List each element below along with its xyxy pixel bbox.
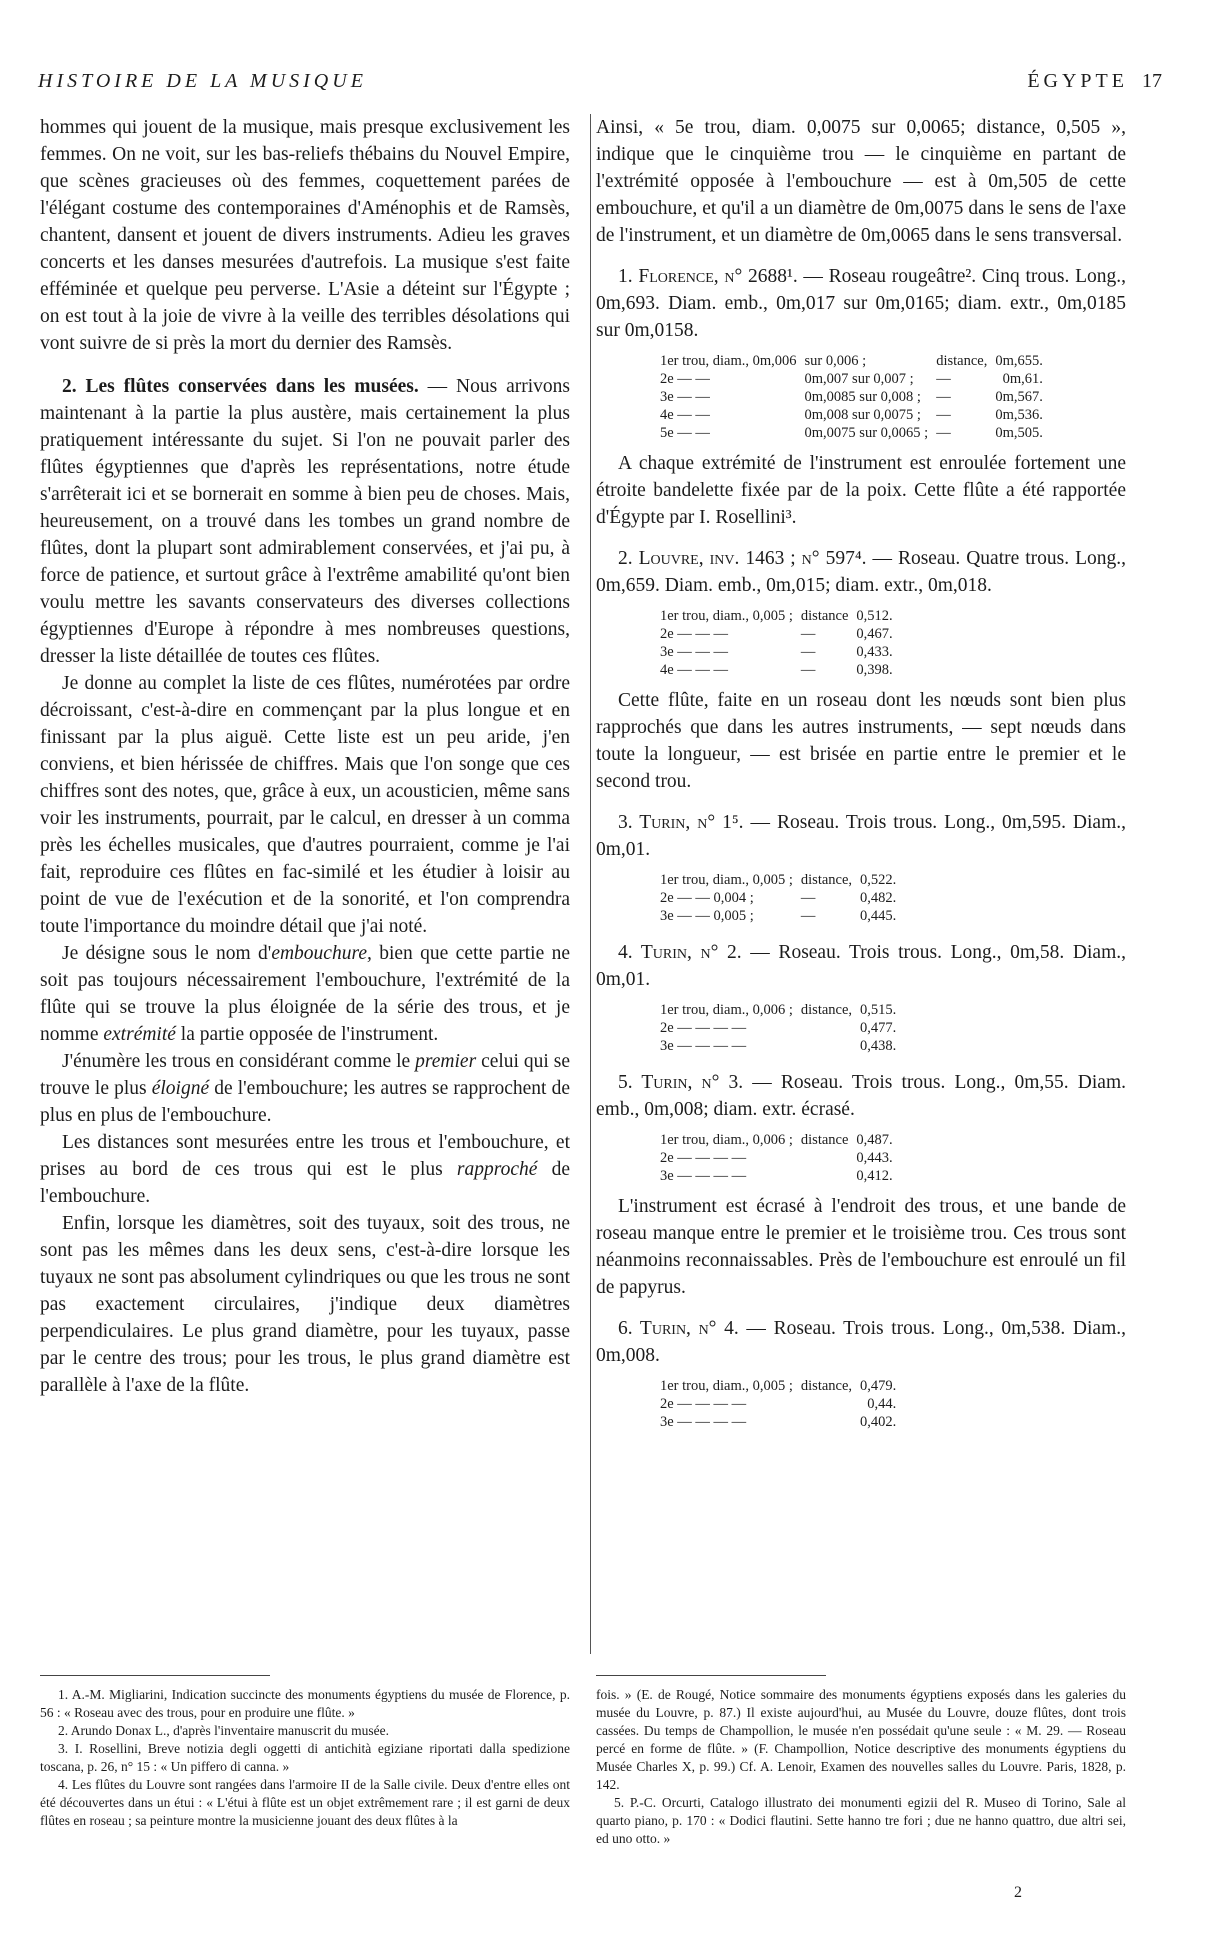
cell: 1er trou, diam., 0,005 ; bbox=[660, 1378, 793, 1394]
cell: 5e — — bbox=[660, 425, 710, 441]
cell: 2e — — — — bbox=[660, 1020, 747, 1036]
table-row bbox=[656, 370, 1047, 388]
cell: 0,438. bbox=[860, 1038, 897, 1054]
table-row bbox=[656, 1001, 900, 1019]
cell: 0m,008 sur 0,0075 ; bbox=[804, 407, 921, 423]
table-row bbox=[656, 1395, 900, 1413]
cell: 0m,61. bbox=[1002, 371, 1043, 387]
cell: 2e — — — bbox=[660, 626, 729, 642]
header-right bbox=[1027, 70, 1162, 93]
section-text: — Nous arrivons maintenant à la partie la plus austère, mais certainement la plus pratiquement intéressante du sujet. Si l'on ne pouvait parler des flûtes égyptiennes que d'après les représentations, notre étude s'arrêterait ici et se bornerait en somme à bien peu de choses. Mais, heureusement, on a trouvé dans les tombes un grand nombre de flûtes, dont la plupart sont admirablement conservées, et j'ai pu, à force de patience, et surtout grâce à l'extrême amabilité qu'ont bien voulu mettre les savants conservateurs des diverses collections égyptiennes d'Europe à répondre à mes nombreuses questions, dresser la liste détaillée de toutes ces flûtes. bbox=[40, 376, 570, 667]
footnotes-left bbox=[40, 1686, 570, 1830]
emphasis: premier bbox=[415, 1051, 477, 1072]
text-run: la partie opposée de l'instrument. bbox=[175, 1024, 439, 1045]
cell: 0m,567. bbox=[995, 389, 1043, 405]
cell: 0,398. bbox=[856, 662, 893, 678]
paragraph: Cette flûte, faite en un roseau dont les nœuds sont bien plus rapprochés que dans les autres instruments, — sept nœuds dans toute la longueur, — est brisée en partie entre le premier et le second trou. bbox=[596, 690, 1126, 792]
signature-mark: 2 bbox=[1014, 1884, 1022, 1901]
cell: 0,512. bbox=[856, 608, 893, 624]
cell: distance, bbox=[800, 1002, 853, 1018]
table-row bbox=[656, 907, 900, 925]
cell: — bbox=[800, 626, 816, 642]
table-row bbox=[656, 1149, 897, 1167]
entry-text: — Roseau. Trois trous. Long., 0m,55. Diam. emb., 0m,008; diam. extr. écrasé. bbox=[596, 1072, 1126, 1120]
emphasis: embouchure, bbox=[271, 943, 372, 964]
column-divider bbox=[590, 114, 591, 1654]
paragraph bbox=[40, 1048, 570, 1129]
cell: distance, bbox=[936, 353, 988, 369]
cell: 0,443. bbox=[856, 1150, 893, 1166]
cell: — bbox=[800, 890, 816, 906]
footnote-rule-right bbox=[596, 1675, 826, 1676]
table-row bbox=[656, 1167, 897, 1185]
entry-text: — Roseau rougeâtre². Cinq trous. Long., 0m,693. Diam. emb., 0m,017 sur 0m,0165; diam. extr., 0m,0185 sur 0m,0158. bbox=[596, 266, 1126, 341]
cell: — bbox=[800, 662, 816, 678]
cell bbox=[797, 1149, 853, 1167]
flute-entry-1 bbox=[596, 263, 1126, 344]
cell: 2e — — 0,004 ; bbox=[660, 890, 754, 906]
cell: 1er trou, diam., 0m,006 bbox=[660, 353, 797, 369]
text-run: de l'embouchure. bbox=[40, 1159, 571, 1207]
cell: 0,515. bbox=[860, 1002, 897, 1018]
paragraph: Ainsi, « 5e trou, diam. 0,0075 sur 0,0065; distance, 0,505 », indique que le cinquième trou — le cinquième en partant de l'extrémité opposée à l'embouchure — est à 0m,505 de cette embouchure, et qu'il a un diamètre de 0m,0075 dans le sens de l'axe de l'instrument, et un diamètre de 0m,0065 dans le sens transversal. bbox=[596, 117, 1126, 246]
cell: 0,445. bbox=[860, 908, 897, 924]
entry-heading: 4. Turin, n° 2. bbox=[618, 942, 742, 963]
entry-text: — Roseau. Trois trous. Long., 0m,58. Diam., 0m,01. bbox=[596, 942, 1126, 990]
right-column bbox=[596, 114, 1126, 1439]
cell bbox=[797, 1413, 856, 1431]
cell: 0m,0085 sur 0,008 ; bbox=[804, 389, 921, 405]
cell: 1er trou, diam., 0,005 ; bbox=[660, 608, 793, 624]
holes-table-6 bbox=[656, 1377, 900, 1431]
entry-text: — Roseau. Trois trous. Long., 0m,538. Diam., 0m,008. bbox=[596, 1318, 1126, 1366]
cell: 4e — — — bbox=[660, 662, 729, 678]
cell: 0,433. bbox=[856, 644, 893, 660]
table-row bbox=[656, 1377, 900, 1395]
table-row bbox=[656, 1413, 900, 1431]
emphasis: rapproché bbox=[456, 1159, 538, 1180]
entry-heading: 6. Turin, n° 4. bbox=[618, 1318, 739, 1339]
text-run: Je désigne sous le nom d' bbox=[62, 943, 272, 964]
cell: 0m,505. bbox=[995, 425, 1043, 441]
entry-heading: 5. Turin, n° 3. bbox=[618, 1072, 744, 1093]
cell: 0,467. bbox=[856, 626, 893, 642]
holes-table-4 bbox=[656, 1001, 900, 1055]
table-row bbox=[656, 1131, 897, 1149]
cell: 3e — — 0,005 ; bbox=[660, 908, 754, 924]
cell: 3e — — — — bbox=[660, 1414, 747, 1430]
table-row bbox=[656, 625, 897, 643]
cell: 0,44. bbox=[867, 1396, 897, 1412]
cell: 0,522. bbox=[860, 872, 897, 888]
paragraph: Enfin, lorsque les diamètres, soit des tuyaux, soit des trous, ne sont pas les mêmes dans les deux sens, c'est-à-dire lorsque les tuyaux ne sont pas absolument cylindriques ou que les trous ne sont pas exactement circulaires, j'indique deux diamètres perpendiculaires. Le plus grand diamètre, pour les tuyaux, passe par le centre des trous; pour les trous, le plus grand diamètre est parallèle à l'axe de la flûte. bbox=[40, 1213, 570, 1396]
left-column bbox=[40, 114, 570, 1399]
section-paragraph bbox=[40, 373, 570, 670]
entry-heading: 1. Florence, n° 2688¹. bbox=[618, 266, 798, 287]
entry-heading: 3. Turin, n° 1⁵. bbox=[618, 812, 744, 833]
cell: 0m,536. bbox=[995, 407, 1043, 423]
footnote-rule-left bbox=[40, 1675, 270, 1676]
cell: 2e — — — — bbox=[660, 1150, 747, 1166]
cell: 3e — — — — bbox=[660, 1038, 747, 1054]
paragraph: Je donne au complet la liste de ces flûtes, numérotées par ordre décroissant, c'est-à-dire en commençant par la plus longue et en finissant par la plus aiguë. Cette liste est un peu aride, j'en conviens, et bien hérissée de chiffres. Mais que l'on songe que ces chiffres sont des notes, que, grâce à eux, un acousticien, même sans voir les instruments, pourrait, par le calcul, en dresser à un comma près les échelles musicales, que d'autres pourraient, comme je l'ai fait, reproduire ces flûtes en fac-similé et les étudier à loisir au point de vue de l'exécution et de la sonorité, et l'on comprendra toute l'importance du moindre détail que j'ai noté. bbox=[40, 673, 570, 937]
cell: 3e — — — — bbox=[660, 1168, 747, 1184]
flute-entry-6 bbox=[596, 1315, 1126, 1369]
paragraph: L'instrument est écrasé à l'endroit des trous, et une bande de roseau manque entre le premier et le troisième trou. Ces trous sont néanmoins reconnaissables. Près de l'embouchure est enroulé un fil de papyrus. bbox=[596, 1196, 1126, 1298]
footnote: 3. I. Rosellini, Breve notizia degli oggetti di antichità egiziane riportati dalla spedizione toscana, p. 26, n° 15 : « Un piffero di canna. » bbox=[40, 1741, 570, 1774]
text-run: J'énumère les trous en considérant comme le bbox=[62, 1051, 416, 1072]
cell: 1er trou, diam., 0,006 ; bbox=[660, 1132, 793, 1148]
paragraph bbox=[40, 1129, 570, 1210]
cell bbox=[797, 1037, 856, 1055]
table-row bbox=[656, 871, 900, 889]
entry-heading: 2. Louvre, inv. 1463 ; n° 597⁴. bbox=[618, 548, 867, 569]
cell: 0,487. bbox=[856, 1132, 893, 1148]
footnote: 5. P.-C. Orcurti, Catalogo illustrato dei monumenti egizii del R. Museo di Torino, Sale al quarto piano, p. 170 : « Dodici flautini. Sette hanno tre fori ; due ne hanno quattro, due altri sei, ed uno otto. » bbox=[596, 1795, 1126, 1846]
footnote: fois. » (E. de Rougé, Notice sommaire des monuments égyptiens exposés dans les galeries du musée du Louvre, p. 87.) Il existe aujourd'hui, au Musée du Louvre, douze flûtes, dont trois cassées. Du temps de Champollion, le musée n'en possédait qu'une seule : « M. 29. — Roseau percé en forme de flûte. » (F. Champollion, Notice descriptive des monuments égyptiens du Musée Charles X, p. 99.) Cf. A. Lenoir, Examen des nouvelles salles du Louvre. Paris, 1828, p. 142. bbox=[596, 1687, 1126, 1792]
cell: — bbox=[936, 425, 951, 441]
page-number: 17 bbox=[1142, 70, 1162, 92]
text-run: celui qui se trouve le plus bbox=[40, 1051, 570, 1099]
table-row bbox=[656, 607, 897, 625]
running-header bbox=[38, 62, 1162, 96]
cell bbox=[797, 1019, 856, 1037]
cell: 2e — — — — bbox=[660, 1396, 747, 1412]
table-row bbox=[656, 1037, 900, 1055]
flute-entry-4 bbox=[596, 939, 1126, 993]
emphasis: extrémité bbox=[103, 1024, 176, 1045]
cell: — bbox=[800, 908, 816, 924]
flute-entry-3 bbox=[596, 809, 1126, 863]
text-run: bien que cette partie ne soit pas toujours nécessairement l'embouchure, l'extrémité de la flûte qui se trouve la plus éloignée de la série des trous, et je nomme bbox=[40, 943, 570, 1045]
table-row bbox=[656, 406, 1047, 424]
paragraph: A chaque extrémité de l'instrument est enroulée fortement une étroite bandelette fixée par de la poix. Cette flûte a été rapportée d'Égypte par I. Rosellini³. bbox=[596, 453, 1126, 528]
paragraph: hommes qui jouent de la musique, mais presque exclusivement les femmes. On ne voit, sur les bas-reliefs thébains du Nouvel Empire, que scènes gracieuses où des femmes, coquettement parées de l'élégant costume des contemporaines d'Aménophis et de Ramsès, chantent, dansent et jouent de divers instruments. Adieu les graves concerts et les danses mesurées d'autrefois. La musique s'est faite efféminée et quelque peu perverse. L'Asie a déteint sur l'Égypte ; on est tout à la joie de vivre à la veille des terribles désolations qui vont suivre de si près la mort du dernier des Ramsès. bbox=[40, 117, 570, 354]
cell: 0,479. bbox=[860, 1378, 897, 1394]
footnote: 2. Arundo Donax L., d'après l'inventaire manuscrit du musée. bbox=[58, 1723, 390, 1738]
cell: — bbox=[800, 644, 816, 660]
table-row bbox=[656, 889, 900, 907]
cell: 0,402. bbox=[860, 1414, 897, 1430]
cell: 1er trou, diam., 0,006 ; bbox=[660, 1002, 793, 1018]
emphasis: éloigné bbox=[151, 1078, 210, 1099]
entry-text: — Roseau. Quatre trous. Long., 0m,659. Diam. emb., 0m,015; diam. extr., 0m,018. bbox=[596, 548, 1126, 596]
cell: 0,477. bbox=[860, 1020, 897, 1036]
cell: 0,482. bbox=[860, 890, 897, 906]
text-run: de l'embouchure; les autres se rapprochent de plus en plus de l'embouchure. bbox=[40, 1078, 570, 1126]
holes-table-5 bbox=[656, 1131, 897, 1185]
section-title: ÉGYPTE bbox=[1027, 70, 1128, 92]
cell bbox=[797, 1395, 856, 1413]
cell: distance bbox=[800, 608, 849, 624]
footnote: 4. Les flûtes du Louvre sont rangées dans l'armoire II de la Salle civile. Deux d'entre elles ont été découvertes dans un étui : « L'étui à flûte est un objet extrêmement rare ; il est garni de deux flûtes en roseau ; sa peinture montre la musicienne jouant des deux flûtes à la bbox=[40, 1777, 570, 1828]
cell: — bbox=[936, 389, 951, 405]
entry-text: — Roseau. Trois trous. Long., 0m,595. Diam., 0m,01. bbox=[596, 812, 1126, 860]
text-run: Les distances sont mesurées entre les trous et l'embouchure, et prises au bord de ces trous qui est le plus bbox=[40, 1132, 570, 1180]
cell: — bbox=[936, 371, 951, 387]
table-row bbox=[656, 643, 897, 661]
table-row bbox=[656, 661, 897, 679]
cell: 4e — — bbox=[660, 407, 710, 423]
cell: distance bbox=[800, 1132, 849, 1148]
cell: 1er trou, diam., 0,005 ; bbox=[660, 872, 793, 888]
table-row bbox=[656, 424, 1047, 442]
holes-table-2 bbox=[656, 607, 897, 679]
table-row bbox=[656, 388, 1047, 406]
footnote: 1. A.-M. Migliarini, Indication succincte des monuments égyptiens du musée de Florence, p. 56 : « Roseau avec des trous, pour en produire une flûte. » bbox=[40, 1687, 570, 1720]
cell: 0,412. bbox=[856, 1168, 893, 1184]
running-title: HISTOIRE DE LA MUSIQUE bbox=[38, 70, 367, 92]
holes-table-3 bbox=[656, 871, 900, 925]
flute-entry-5 bbox=[596, 1069, 1126, 1123]
table-row bbox=[656, 1019, 900, 1037]
cell: 2e — — bbox=[660, 371, 710, 387]
cell: sur 0,006 ; bbox=[804, 353, 867, 369]
cell: 3e — — — bbox=[660, 644, 729, 660]
cell: distance, bbox=[800, 1378, 853, 1394]
cell: 0m,0075 sur 0,0065 ; bbox=[804, 425, 929, 441]
cell: 0m,007 sur 0,007 ; bbox=[804, 371, 914, 387]
flute-entry-2 bbox=[596, 545, 1126, 599]
cell: distance, bbox=[800, 872, 853, 888]
cell bbox=[797, 1167, 853, 1185]
cell: 0m,655. bbox=[995, 353, 1043, 369]
section-heading: 2. Les flûtes conservées dans les musées. bbox=[62, 376, 419, 397]
holes-table-1 bbox=[656, 352, 1047, 442]
paragraph bbox=[40, 940, 570, 1048]
table-row bbox=[656, 352, 1047, 370]
cell: — bbox=[936, 407, 951, 423]
cell: 3e — — bbox=[660, 389, 710, 405]
footnotes-right bbox=[596, 1686, 1126, 1848]
